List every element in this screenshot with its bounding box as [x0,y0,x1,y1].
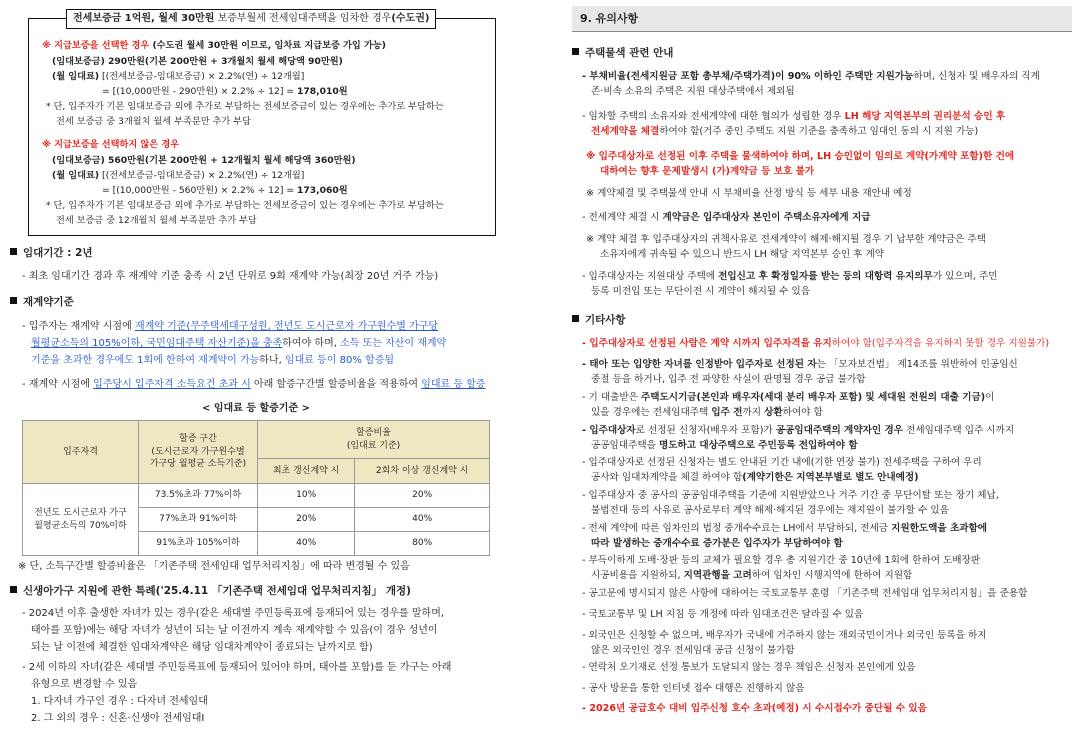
renewal-paragraph-1: - 입주자는 재계약 시점에 재계약 기준(무주택세대구성원, 전년도 도시근로자 가구원수별 가구당 월평균소득의 105%이하, 국민임대주택 자산기준)을 충족하여야 하며, 소득 또는 자산이 재계약 기준을 초과한 경우에도 1회에 한하여 재계약이 가능하나, 임대료 등이 80% 할증됨 [22,321,447,366]
etc-item-1: - 입주대상자로 선정된 사람은 계약 시까지 입주자격을 유지하여야 함(입주자격을 유지하지 못할 경우 지원불가) [582,338,1050,349]
example-title-prefix: 전세보증금 1억원, 월세 30만원 [73,13,215,24]
case2-deposit: (임대보증금) 560만원(기본 200만원 + 12개월치 월세 해당액 360만원) [52,155,356,166]
section-title: 9. 유의사항 [572,6,1072,32]
square-bullet-icon [10,297,17,304]
range-cell: 73.5%초과 77%이하 [139,484,258,508]
infant-paragraph-2: - 2세 이하의 자녀(같은 세대별 주민등록표에 등재되어 있어야 하며, 태아를 포함)를 둔 가구는 아래 유형으로 변경할 수 있음 1. 다자녀 가구인 경우 : 다자녀 전세임대 2. 그 외의 경우 : 신혼·신생아 전세임대Ⅰ [22,662,452,724]
etc-item-8: - 부득이하게 도배·장판 등의 교체가 필요할 경우 총 지원기간 중 10년에 1회에 한하여 도배장판 시공비용을 지원하되, 지역관행을 고려하여 임차인 시행지역에 한하여 지원함 [582,555,981,581]
etc-heading: 기타사항 [572,313,626,328]
etc-item-6: - 입주대상자 중 공사의 공공임대주택을 기준에 지원받았으나 거주 기간 중 무단이탈 또는 장기 체납, 불법전대 등의 사유로 공사로부터 계약 해제·해지된 경우에는 재지원이 불가할 수 있음 [582,490,999,516]
case2-note-1: * 단, 입주자가 기본 임대보증금 외에 추가로 부담하는 전세보증금이 있는 경우에는 추가로 부담하는 [46,200,444,211]
etc-item-10: - 국토교통부 및 LH 지침 등 개정에 따라 임대조건은 달라질 수 있음 [582,609,864,620]
etc-item-13: - 공사 방문을 통한 인터넷 접수 대행은 진행하지 않음 [582,683,805,694]
etc-item-3: - 기 대출받은 주택도시기금(본인과 배우자(세대 분리 배우자 포함) 및 세대원 전원의 대출 기금)이 있을 경우에는 전세임대주택 입주 전까지 상환하여야 함 [582,392,995,418]
renewal-heading: 재계약기준 [10,295,74,310]
second-rate-cell: 80% [355,532,490,556]
housing-item-6: ※ 계약 체결 후 입주대상자의 귀책사유로 전세계약이 해제·해지될 경우 기 납부한 계약금은 주택 소유자에게 귀속될 수 있으니 반드시 LH 해당 지역본부 승인 후 계약 [586,234,986,260]
case1-deposit: (임대보증금) 290만원(기본 200만원 + 3개월치 월세 해당액 90만원) [52,56,343,67]
surcharge-table [22,420,490,556]
etc-item-2: - 태아 또는 입양한 자녀를 인정받아 입주자로 선정된 자는 「모자보건법」 제14조를 위반하여 인공임신 중절 등을 하거나, 입주 전 파양한 사실이 판명될 경우 공급 불가함 [582,359,1018,385]
lease-period-text: - 최초 임대기간 경과 후 재계약 기준 충족 시 2년 단위로 9회 재계약 가능(최장 20년 거주 가능) [22,271,439,282]
etc-item-11: - 외국인은 신청할 수 없으며, 배우자가 국내에 거주하지 않는 재외국민이거나 외국인 등록을 하지 않은 외국인인 경우 전세임대 공급 신청이 불가함 [582,630,987,656]
square-bullet-icon [10,248,17,255]
range-cell: 91%초과 105%이하 [139,532,258,556]
second-rate-cell: 40% [355,508,490,532]
renewal-paragraph-2: - 재계약 시점에 입주당시 입주자격 소득요건 초과 시 아래 할증구간별 할증비율을 적용하여 임대료 등 할증 [22,379,486,390]
etc-item-5: - 입주대상자로 선정된 신청자는 별도 안내된 기간 내에(기한 연장 불가) 전세주택을 구하여 우리 공사와 임대차계약을 체결 하여야 함(계약기한은 지역본부별로 별도 안내예정) [582,457,982,483]
housing-heading: 주택물색 관련 안내 [572,46,673,61]
case1-rent: (월 임대료) [(전세보증금-임대보증금) × 2.2%(연) ÷ 12개월] [52,71,305,82]
case1-note-1: * 단, 입주자가 기본 임대보증금 외에 추가로 부담하는 전세보증금이 있는 경우에는 추가로 부담하는 [46,101,444,112]
qualification-cell: 전년도 도시근로자 가구 월평균소득의 70%이하 [23,484,139,556]
etc-item-4: - 입주대상자로 선정된 신청자(배우자 포함)가 공공임대주택의 계약자인 경우 전세임대주택 입주 시까지 공공임대주택을 명도하고 대상주택으로 주민등록 전입하여야 함 [582,425,1015,451]
case2-rent: (월 임대료) [(전세보증금-임대보증금) × 2.2%(연) ÷ 12개월] [52,170,305,181]
housing-item-7: - 입주대상자는 지원대상 주택에 전입신고 후 확정일자를 받는 등의 대항력 유지의무가 있으며, 주민 등록 미전입 또는 무단이전 시 계약이 해지될 수 있음 [582,271,998,297]
example-title-mid: 보증부월세 전세임대주택을 임차한 경우 [214,13,392,24]
table-note: ※ 단, 소득구간별 할증비율은 「기존주택 전세임대 업무처리지침」에 따라 변경될 수 있음 [18,561,410,572]
header-second-renewal: 2회차 이상 갱신계약 시 [355,459,490,484]
header-rate: 할증비율 (임대료 기준) [258,421,490,459]
example-title-suffix: (수도권) [391,13,430,24]
housing-item-2: - 임차할 주택의 소유자와 전세계약에 대한 협의가 성립한 경우 LH 해당 지역본부의 권리분석 승인 후 전세계약을 체결하여야 함(거주 중인 주택도 지원 기준을 충족하고 임대인 동의 시 지원 가능) [582,111,1006,137]
case1-heading: ※ 지급보증을 선택한 경우 (수도권 월세 30만원 이므로, 임차료 지급보증 가입 가능) [42,40,386,51]
lease-period-heading: 임대기간 : 2년 [10,246,93,261]
range-cell: 77%초과 91%이하 [139,508,258,532]
case2-note-2: 전세 보증금 중 12개월치 월세 부족분만 추가 부담 [56,215,257,226]
square-bullet-icon [10,586,17,593]
square-bullet-icon [572,48,579,55]
housing-item-1: - 부채비율(전세지원금 포함 총부채/주택가격)이 90% 이하인 주택만 지원가능하며, 신청자 및 배우자의 직계 존·비속 소유의 주택은 지원 대상주택에서 제외됨 [582,71,1040,97]
etc-item-9: - 공고문에 명시되지 않은 사항에 대하여는 국토교통부 훈령 「기존주택 전세임대 업무처리지침」을 준용함 [582,588,1028,599]
housing-item-4: ※ 계약체결 및 주택물색 안내 시 부채비율 산정 방식 등 세부 내용 재안내 예정 [586,188,912,199]
case1-calc: = [(10,000만원 - 290만원) × 2.2% ÷ 12] = 178,010원 [102,86,348,97]
header-qualification: 입주자격 [23,421,139,484]
first-rate-cell: 10% [258,484,355,508]
case1-note-2: 전세 보증금 중 3개월치 월세 부족분만 추가 부담 [56,116,251,127]
header-range: 할증 구간 (도시근로자 가구원수별 가구당 월평균 소득기준) [139,421,258,484]
header-first-renewal: 최초 갱신계약 시 [258,459,355,484]
example-box-title [66,9,436,29]
housing-item-5: - 전세계약 체결 시 계약금은 입주대상자 본인이 주택소유자에게 지급 [582,212,871,223]
infant-paragraph-1: - 2024년 이후 출생한 자녀가 있는 경우(같은 세대별 주민등록표에 등재되어 있는 경우를 말하며, 태아를 포함)에는 해당 자녀가 성년이 되는 날 이전까지 계속 재계약할 수 있음(이 경우 성년이 되는 날 이전에 체결한 임대차계약은 해당 임대차계약이 종료되는 날까지로 함) [22,608,445,653]
etc-item-7: - 전세 계약에 따른 임차인의 법정 중개수수료는 LH에서 부담하되, 전세금 지원한도액을 초과함에 따라 발생하는 중개수수료 증가분은 입주자가 부담하여야 함 [582,523,988,549]
etc-item-14: - 2026년 공급호수 대비 입주신청 호수 초과(예정) 시 수시접수가 중단될 수 있음 [582,703,927,714]
case2-heading: ※ 지급보증을 선택하지 않은 경우 [42,139,180,150]
first-rate-cell: 40% [258,532,355,556]
table-caption: < 임대료 등 할증기준 > [202,403,310,414]
infant-heading: 신생아가구 지원에 관한 특례('25.4.11 「기존주택 전세임대 업무처리지침」 개정) [10,584,411,599]
first-rate-cell: 20% [258,508,355,532]
case2-calc: = [(10,000만원 - 560만원) × 2.2% ÷ 12] = 173,060원 [102,185,348,196]
table-row [23,484,490,508]
housing-warning: ※ 입주대상자로 선정된 이후 주택을 물색하여야 하며, LH 승인없이 임의로 계약(가계약 포함)한 건에 대하여는 향후 문제발생시 (가)계약금 등 보호 불가 [586,151,1015,177]
square-bullet-icon [572,315,579,322]
second-rate-cell: 20% [355,484,490,508]
etc-item-12: - 연락처 오기재로 선정 통보가 도달되지 않는 경우 책임은 신청자 본인에게 있음 [582,662,916,673]
